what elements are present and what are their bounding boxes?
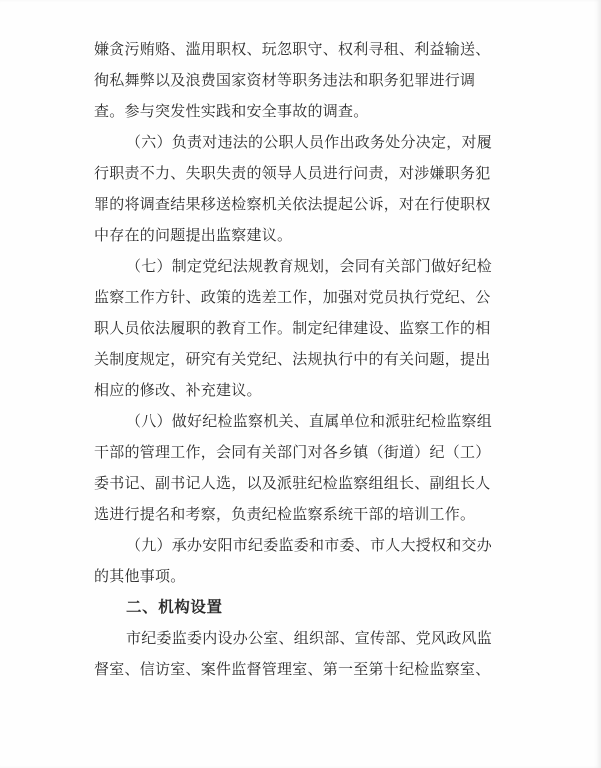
text-line: 徇私舞弊以及浪费国家资材等职务违法和职务犯罪进行调 — [94, 71, 476, 89]
text-line: 中存在的问题提出监察建议。 — [94, 226, 293, 244]
text-line: 委书记、副书记人选，以及派驻纪检监察组组长、副组长人 — [94, 474, 491, 492]
text-line: 查。参与突发性实践和安全事故的调查。 — [94, 102, 369, 120]
text-line: 嫌贪污贿赂、滥用职权、玩忽职守、权利寻租、利益输送、 — [94, 40, 491, 58]
text-line: 选进行提名和考察，负责纪检监察系统干部的培训工作。 — [94, 505, 476, 523]
paragraph-8-start: （八）做好纪检监察机关、直属单位和派驻纪检监察组 — [126, 412, 493, 430]
text-line: 监察工作方针、政策的选差工作，加强对党员执行党纪、公 — [94, 288, 491, 306]
text-line: 干部的管理工作，会同有关部门对各乡镇（街道）纪（工） — [94, 443, 491, 461]
text-line: 的其他事项。 — [94, 567, 186, 585]
section-heading: 二、机构设置 — [126, 598, 223, 616]
text-line: 相应的修改、补充建议。 — [94, 381, 262, 399]
text-line: 督室、信访室、案件监督管理室、第一至第十纪检监察室、 — [94, 660, 491, 678]
text-line: 关制度规定，研究有关党纪、法规执行中的有关问题，提出 — [94, 350, 491, 368]
text-line: 罪的将调查结果移送检察机关依法提起公诉，对在行使职权 — [94, 195, 491, 213]
paragraph-6-start: （六）负责对违法的公职人员作出政务处分决定，对履 — [126, 133, 493, 151]
document-body — [94, 34, 514, 685]
text-line: 职人员依法履职的教育工作。制定纪律建设、监察工作的相 — [94, 319, 491, 337]
text-line: 行职责不力、失职失责的领导人员进行问责，对涉嫌职务犯 — [94, 164, 491, 182]
page-edge-shadow — [593, 0, 601, 768]
paragraph-7-start: （七）制定党纪法规教育规划，会同有关部门做好纪检 — [126, 257, 493, 275]
paragraph-9-start: （九）承办安阳市纪委监委和市委、市人大授权和交办 — [126, 536, 493, 554]
paragraph-org-start: 市纪委监委内设办公室、组织部、宣传部、党风政风监 — [126, 629, 493, 647]
